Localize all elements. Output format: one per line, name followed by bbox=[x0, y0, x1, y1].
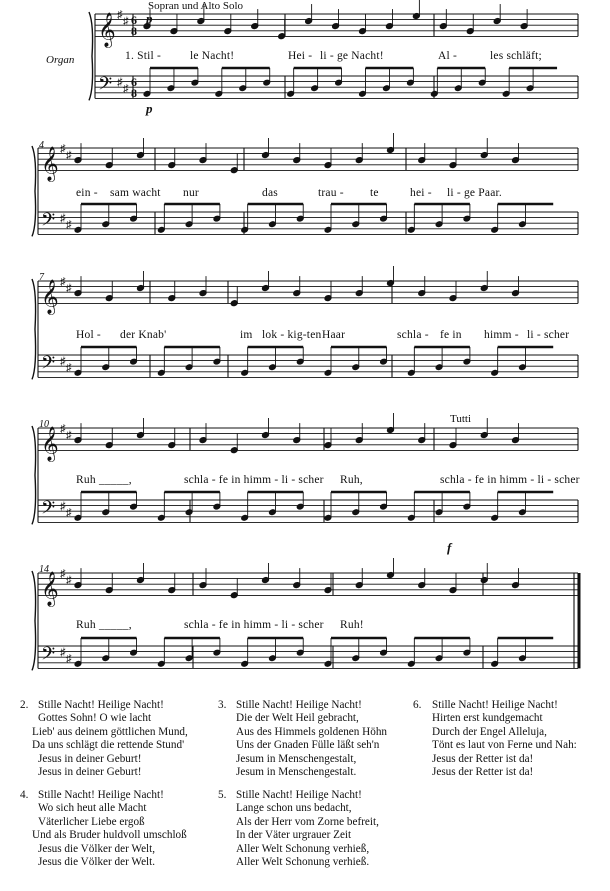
time-signature: 8 bbox=[131, 24, 137, 38]
verse-line: Lange schon uns bedacht, bbox=[236, 802, 352, 815]
verse-line: Stille Nacht! Heilige Nacht! bbox=[236, 789, 362, 801]
verse-line: Väterlicher Liebe ergoß bbox=[38, 815, 145, 828]
dynamic-forte: f bbox=[447, 540, 452, 555]
verse-line: Jesus der Retter ist da! bbox=[432, 766, 534, 779]
lyric: fe in bbox=[440, 329, 462, 341]
lyric: lok - kig-ten bbox=[262, 329, 322, 341]
measure-number: 14 bbox=[39, 564, 49, 575]
bass-clef: 𝄢 bbox=[41, 209, 56, 235]
lyric: Ruh bbox=[76, 474, 96, 486]
verse-line: In der Väter urgrauer Zeit bbox=[236, 829, 352, 842]
verse-line: Stille Nacht! Heilige Nacht! bbox=[38, 789, 164, 801]
lyric: im bbox=[240, 329, 253, 341]
lyric: 1. Stil - bbox=[125, 50, 161, 62]
sharp-icon: ♯ bbox=[60, 646, 66, 659]
verse-line: Stille Nacht! Heilige Nacht! bbox=[236, 699, 362, 711]
bass-clef: 𝄢 bbox=[98, 73, 113, 99]
sharp-icon: ♯ bbox=[60, 212, 66, 225]
measure-number: 7 bbox=[39, 272, 44, 283]
sharp-icon: ♯ bbox=[60, 500, 66, 513]
verse-line: Durch der Engel Alleluja, bbox=[432, 725, 547, 738]
time-signature: 6 bbox=[131, 13, 137, 27]
lyric: trau - bbox=[318, 187, 344, 199]
sharp-icon: ♯ bbox=[66, 429, 72, 442]
treble-clef: 𝄞 bbox=[41, 426, 59, 462]
treble-clef: 𝄞 bbox=[41, 146, 59, 182]
verse-line: Und als Bruder huldvoll umschloß bbox=[32, 829, 187, 842]
sharp-icon: ♯ bbox=[123, 83, 129, 95]
verse-number: 5. bbox=[218, 789, 227, 801]
verse-3 bbox=[236, 699, 387, 779]
lyric: li - ge Paar. bbox=[447, 187, 502, 199]
sharp-icon: ♯ bbox=[60, 355, 66, 368]
lyric: himm - bbox=[484, 329, 519, 341]
time-signature: 6 bbox=[131, 75, 137, 89]
treble-clef: 𝄞 bbox=[41, 279, 59, 315]
verse-line: Gottes Sohn! O wie lacht bbox=[38, 712, 152, 725]
soloist-label: Sopran und Alto Solo bbox=[148, 0, 244, 12]
brace bbox=[89, 12, 93, 100]
brace bbox=[32, 279, 36, 379]
sharp-icon: ♯ bbox=[66, 219, 72, 231]
sharp-icon: ♯ bbox=[66, 282, 72, 295]
bass-clef: 𝄢 bbox=[41, 497, 56, 523]
sharp-icon: ♯ bbox=[60, 568, 66, 580]
lyric: schla - fe in himm - li - scher bbox=[184, 619, 324, 631]
organ-label: Organ bbox=[46, 54, 75, 66]
verse-line: Lieb' aus deinem göttlichen Mund, bbox=[32, 725, 188, 738]
lyric: Ruh, bbox=[340, 474, 363, 486]
lyric: sam wacht bbox=[110, 187, 161, 199]
lyric: das bbox=[262, 187, 278, 199]
lyric: Hol - bbox=[76, 329, 101, 341]
sharp-icon: ♯ bbox=[117, 76, 123, 89]
lyric: ein - bbox=[76, 187, 98, 199]
verse-line: Die der Welt Heil gebracht, bbox=[236, 712, 359, 725]
verse-line: Jesus die Völker der Welt, bbox=[38, 842, 156, 855]
sharp-icon: ♯ bbox=[117, 9, 123, 21]
verse-line: Jesus in deiner Geburt! bbox=[38, 752, 142, 765]
verse-number: 3. bbox=[218, 699, 227, 711]
tutti-label: Tutti bbox=[450, 413, 472, 425]
sharp-icon: ♯ bbox=[60, 423, 66, 435]
lyric: Haar bbox=[322, 329, 346, 341]
lyric: hei - bbox=[410, 187, 432, 199]
lyric-extender: _____, bbox=[99, 474, 132, 486]
lyric: li - ge Nacht! bbox=[320, 50, 384, 62]
verse-number: 2. bbox=[20, 699, 29, 711]
verse-line: Als der Herr vom Zorne befreit, bbox=[236, 815, 379, 828]
sharp-icon: ♯ bbox=[66, 574, 72, 587]
measure-number: 4 bbox=[39, 140, 44, 151]
bass-clef: 𝄢 bbox=[41, 352, 56, 378]
measure-number: 10 bbox=[39, 419, 49, 430]
lyric: te bbox=[370, 187, 379, 199]
lyric: schla - fe in himm - li - scher bbox=[440, 474, 580, 486]
bass-clef: 𝄢 bbox=[41, 643, 56, 669]
verse-line: Hirten erst kundgemacht bbox=[432, 712, 543, 725]
brace bbox=[32, 571, 36, 670]
lyric: schla - bbox=[397, 329, 429, 341]
lyric: der Knab' bbox=[120, 329, 167, 341]
sharp-icon: ♯ bbox=[66, 149, 72, 162]
sharp-icon: ♯ bbox=[60, 143, 66, 155]
lyric: Al - bbox=[438, 50, 458, 62]
lyric: les schläft; bbox=[490, 50, 542, 62]
dynamic-piano-voice: p bbox=[146, 11, 153, 26]
lyric-extender: _____, bbox=[99, 619, 132, 631]
verse-line: Uns der Gnaden Fülle läßt seh'n bbox=[236, 739, 380, 752]
sharp-icon: ♯ bbox=[66, 362, 72, 374]
verse-line: Jesum in Menschengestalt, bbox=[236, 752, 357, 765]
verse-line: Stille Nacht! Heilige Nacht! bbox=[38, 699, 164, 711]
sharp-icon: ♯ bbox=[66, 507, 72, 519]
lyric: nur bbox=[183, 187, 199, 199]
verse-line: Aller Welt Schonung verhieß. bbox=[236, 856, 370, 869]
sharp-icon: ♯ bbox=[60, 276, 66, 288]
sharp-icon: ♯ bbox=[123, 15, 129, 28]
verse-line: Jesus der Retter ist da! bbox=[432, 752, 534, 765]
dynamic-piano-organ: p bbox=[146, 101, 153, 116]
verse-line: Stille Nacht! Heilige Nacht! bbox=[432, 699, 558, 711]
lyric: li - scher bbox=[527, 329, 570, 341]
lyric: Ruh! bbox=[340, 619, 364, 631]
verse-line: Jesum in Menschengestalt. bbox=[236, 766, 357, 779]
verse-number: 6. bbox=[413, 699, 422, 711]
verse-4 bbox=[32, 789, 187, 869]
brace bbox=[32, 426, 36, 524]
lyric: le Nacht! bbox=[190, 50, 235, 62]
treble-clef: 𝄞 bbox=[41, 571, 59, 607]
verse-number: 4. bbox=[20, 789, 29, 801]
lyric: Ruh bbox=[76, 619, 96, 631]
sharp-icon: ♯ bbox=[66, 653, 72, 665]
verse-5 bbox=[236, 789, 379, 869]
verse-line: Da uns schlägt die rettende Stund' bbox=[32, 739, 185, 752]
verse-line: Jesus in deiner Geburt! bbox=[38, 766, 142, 779]
lyric: schla - fe in himm - li - scher bbox=[184, 474, 324, 486]
brace bbox=[32, 146, 36, 236]
verse-line: Aus des Himmels goldenen Höhn bbox=[236, 725, 388, 738]
treble-clef: 𝄞 bbox=[98, 12, 116, 48]
verse-2 bbox=[32, 699, 188, 779]
verse-line: Aller Welt Schonung verhieß, bbox=[236, 842, 370, 855]
verse-line: Tönt es laut von Ferne und Nah: bbox=[432, 739, 577, 752]
verse-6 bbox=[432, 699, 577, 779]
time-signature: 8 bbox=[131, 86, 137, 100]
lyric: Hei - bbox=[288, 50, 313, 62]
verse-line: Wo sich heut alle Macht bbox=[38, 802, 147, 815]
verse-line: Jesus die Völker der Welt. bbox=[38, 856, 156, 869]
